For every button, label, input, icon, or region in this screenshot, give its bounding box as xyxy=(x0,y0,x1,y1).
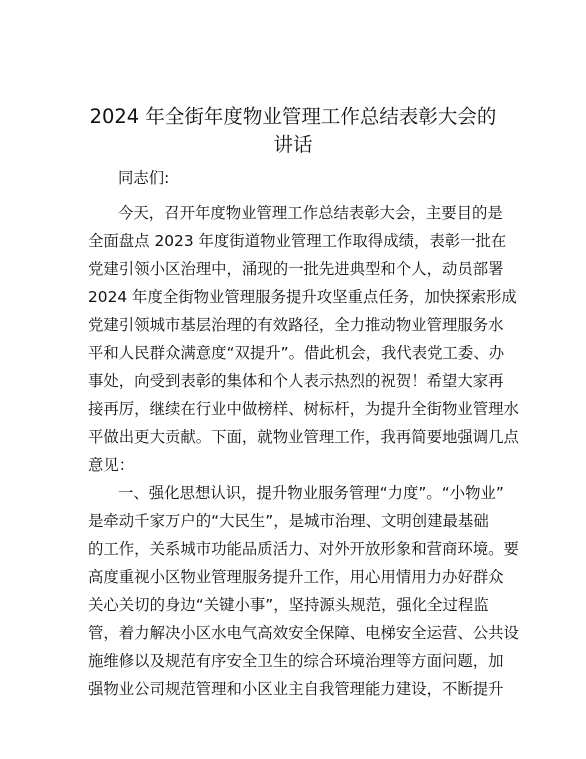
body-line-17: 施维修以及规范有序安全卫生的综合环境治理等方面问题，加 xyxy=(88,652,504,670)
body-line-3: 党建引领小区治理中，涌现的一批先进典型和个人，动员部署 xyxy=(88,260,504,278)
body-line-18: 强物业公司规范管理和小区业主自我管理能力建设，不断提升 xyxy=(88,680,504,698)
body-line-6: 平和人民群众满意度“双提升”。借此机会，我代表党工委、办 xyxy=(88,344,505,362)
body-line-12: 是牵动千家万户的“大民生”，是城市治理、文明创建最基础 xyxy=(88,512,489,530)
body-line-4: 2024 年度全街物业管理服务提升攻坚重点任务，加快探索形成 xyxy=(88,288,517,306)
body-line-5: 党建引领城市基层治理的有效路径，全力推动物业管理服务水 xyxy=(88,316,504,334)
title-line-2: 讲话 xyxy=(273,133,313,156)
body-line-11: 一、强化思想认识，提升物业服务管理“力度”。“小物业” xyxy=(118,484,504,502)
body-line-16: 管，着力解决小区水电气高效安全保障、电梯安全运营、公共设 xyxy=(88,624,519,642)
body-line-9: 平做出更大贡献。下面，就物业管理工作，我再简要地强调几点 xyxy=(88,428,519,446)
body-line-15: 关心关切的身边“关键小事”，坚持源头规范，强化全过程监 xyxy=(88,596,489,614)
salutation: 同志们: xyxy=(118,169,170,187)
body-line-13: 的工作，关系城市功能品质活力、对外开放形象和营商环境。要 xyxy=(88,540,519,558)
body-line-7: 事处，向受到表彰的集体和个人表示热烈的祝贺！希望大家再 xyxy=(88,372,504,390)
body-line-1: 今天，召开年度物业管理工作总结表彰大会，主要目的是 xyxy=(118,204,503,222)
body-line-8: 接再厉，继续在行业中做榜样、树标杆，为提升全街物业管理水 xyxy=(88,400,519,418)
title-line-1: 2024 年全街年度物业管理工作总结表彰大会的 xyxy=(89,105,497,128)
body-line-10: 意见： xyxy=(88,456,135,474)
document-title xyxy=(60,103,526,159)
body-line-14: 高度重视小区物业管理服务提升工作，用心用情用力办好群众 xyxy=(88,568,504,586)
body-line-2: 全面盘点 2023 年度街道物业管理工作取得成绩，表彰一批在 xyxy=(88,232,507,250)
